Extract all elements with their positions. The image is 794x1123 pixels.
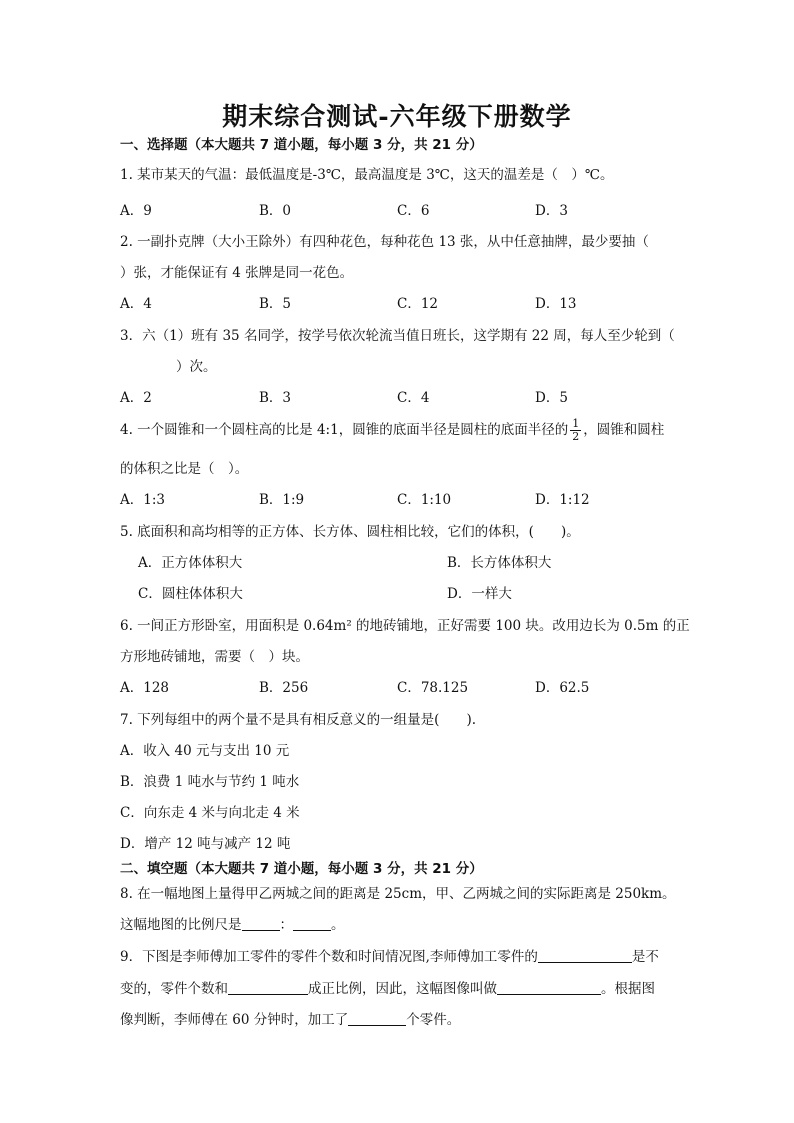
question-3-stem-line1: 3．六（1）班有 35 名同学，按学号依次轮流当值日班长，这学期有 22 周，每人至少轮到（ [120,328,675,344]
question-3-stem-line2: ）次。 [176,359,217,375]
question-9-text: 变的，零件个数和 [120,981,228,997]
question-9-line1 [120,945,659,965]
question-1-stem: 1. 某市某天的气温：最低温度是-3℃，最高温度是 3℃，这天的温差是（ ）℃。 [120,167,614,183]
option-a[interactable]: A．128 [120,680,170,696]
question-4-options [120,488,680,506]
option-d[interactable]: D．62.5 [535,680,590,696]
option-c[interactable]: C．圆柱体体积大 [138,586,243,602]
option-c[interactable]: C．12 [397,296,439,312]
option-d[interactable]: D．3 [535,203,568,219]
section-heading-choice: 一、选择题（本大题共 7 道小题，每小题 3 分，共 21 分） [120,137,483,153]
question-6-options [120,676,680,694]
question-9-line3 [120,1008,460,1028]
question-8-stem-line2 [120,913,345,933]
option-b[interactable]: B．5 [259,296,292,312]
ratio-colon: ： [279,917,293,933]
answer-blank[interactable] [293,916,331,931]
option-a[interactable]: A．9 [120,203,152,219]
option-d[interactable]: D．1:12 [535,492,590,508]
answer-blank[interactable] [228,980,308,995]
fraction-numerator: 1 [572,417,580,430]
option-c[interactable]: C．4 [397,390,430,406]
question-9-text: 成正比例，因此，这幅图像叫做 [308,981,497,997]
question-5-stem: 5. 底面积和高均相等的正方体、长方体、圆柱相比较，它们的体积，( )。 [120,524,580,540]
option-b[interactable]: B．长方体体积大 [447,555,552,571]
question-8-end: 。 [331,917,345,933]
option-c[interactable]: C．6 [397,203,430,219]
option-b[interactable]: B．256 [259,680,309,696]
option-a[interactable]: A．4 [120,296,152,312]
question-7-option-c[interactable]: C．向东走 4 米与向北走 4 米 [120,805,300,821]
question-4-stem-part2: ，圆锥和圆柱 [583,422,665,438]
fraction-one-half [570,418,581,443]
question-6-stem-line2: 方形地砖铺地，需要（ ）块。 [120,649,309,665]
question-9-text: 是不 [631,949,659,965]
option-b[interactable]: B．1:9 [259,492,305,508]
question-9-text: 。根据图 [601,981,655,997]
question-7-option-a[interactable]: A．收入 40 元与支出 10 元 [120,743,290,759]
option-b[interactable]: B．0 [259,203,292,219]
question-5-options-row2 [120,582,680,600]
question-4-stem-line2: 的体积之比是（ ）。 [120,461,249,477]
question-7-stem: 7. 下列每组中的两个量不是具有相反意义的一组量是( ). [120,712,476,728]
question-1-options [120,199,680,217]
option-d[interactable]: D．5 [535,390,568,406]
answer-blank[interactable] [497,980,601,995]
option-a[interactable]: A．1:3 [120,492,165,508]
page-title: 期末综合测试-六年级下册数学 [222,102,572,131]
option-a[interactable]: A．2 [120,390,152,406]
question-2-stem-line2: ）张，才能保证有 4 张牌是同一花色。 [120,265,354,281]
question-4-stem-line1 [120,418,664,443]
question-9-text: 9．下图是李师傅加工零件的零件个数和时间情况图,李师傅加工零件的 [120,949,538,965]
option-b[interactable]: B．3 [259,390,292,406]
question-5-options-row1 [120,551,680,569]
question-3-options [120,386,680,404]
question-9-text: 个零件。 [406,1012,461,1028]
question-2-options [120,292,680,310]
question-4-stem-part1: 4. 一个圆锥和一个圆柱高的比是 4:1，圆锥的底面半径是圆柱的底面半径的 [120,422,569,438]
question-9-line2 [120,977,655,997]
question-9-text: 像判断，李师傅在 60 分钟时，加工了 [120,1012,349,1028]
answer-blank[interactable] [538,948,632,963]
option-c[interactable]: C．1:10 [397,492,452,508]
section-heading-fill-in: 二、填空题（本大题共 7 道小题，每小题 3 分，共 21 分） [120,861,483,877]
question-8-stem-line1: 8. 在一幅地图上量得甲乙两城之间的距离是 25cm，甲、乙两城之间的实际距离是 250km。 [120,886,676,902]
answer-blank[interactable] [242,916,280,931]
question-7-option-d[interactable]: D．增产 12 吨与减产 12 吨 [120,836,291,852]
option-a[interactable]: A．正方体体积大 [138,555,243,571]
option-d[interactable]: D．13 [535,296,577,312]
answer-blank[interactable] [348,1011,406,1026]
option-c[interactable]: C．78.125 [397,680,469,696]
question-7-option-b[interactable]: B．浪费 1 吨水与节约 1 吨水 [120,774,300,790]
question-8-text: 这幅地图的比例尺是 [120,917,242,933]
fraction-denominator: 2 [572,430,580,443]
option-d[interactable]: D．一样大 [447,586,512,602]
question-6-stem-line1: 6. 一间正方形卧室，用面积是 0.64m² 的地砖铺地，正好需要 100 块。改用边长为 0.5m 的正 [120,618,690,634]
question-2-stem-line1: 2. 一副扑克牌（大小王除外）有四种花色，每种花色 13 张，从中任意抽牌，最少要抽（ [120,234,649,250]
